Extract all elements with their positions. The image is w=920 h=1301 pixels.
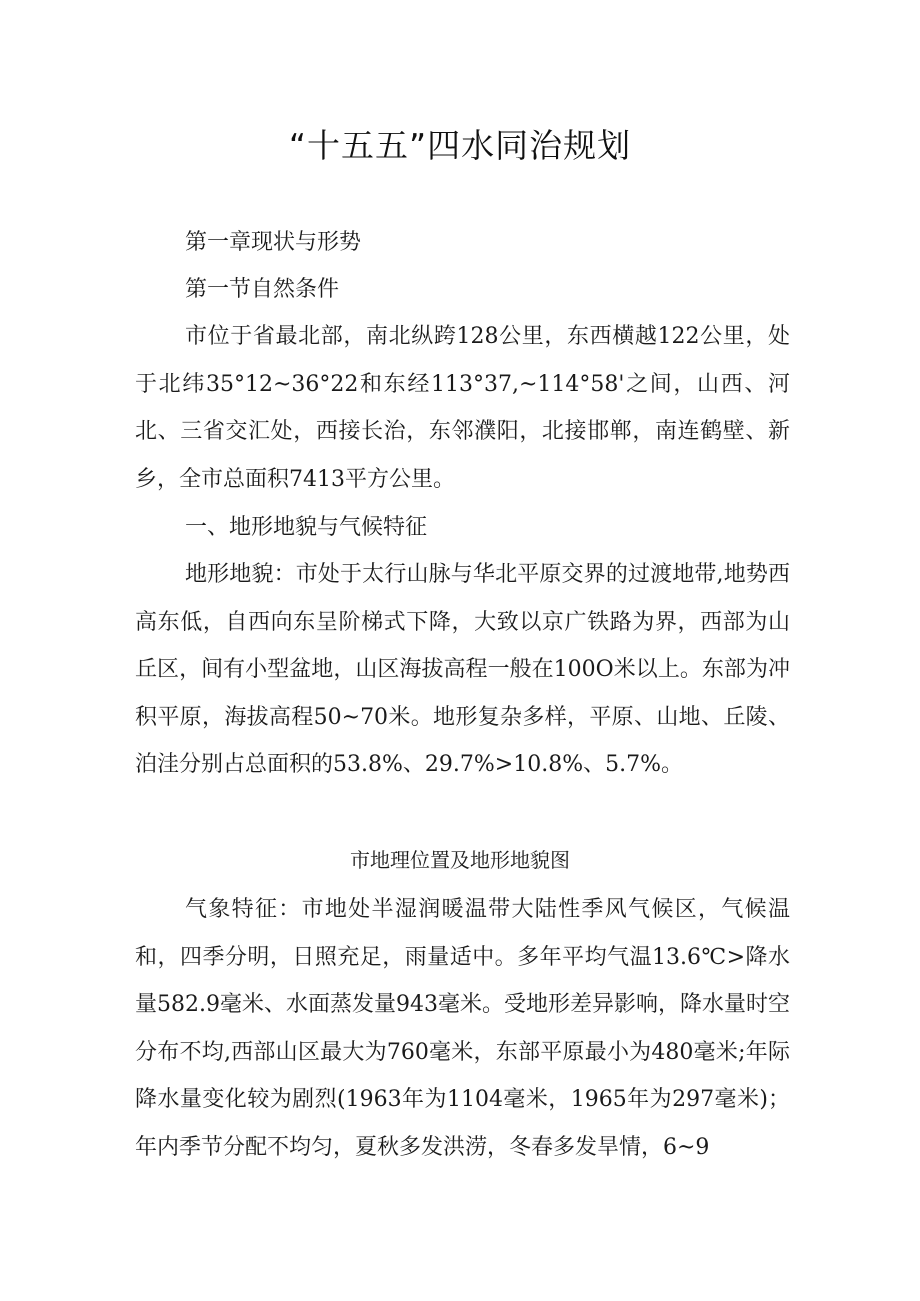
paragraph-climate: 气象特征：市地处半湿润暖温带大陆性季风气候区，气候温和，四季分明，日照充足，雨量适中。多年平均气温13.6℃>降水量582.9毫米、水面蒸发量943毫米。受地形差异影响，降水量时空分布不均,西部山区最大为760毫米，东部平原最小为480毫米;年际降水量变化较为剧烈(1963年为1104毫米，1965年为297毫米)；年内季节分配不均匀，夏秋多发洪涝，冬春多发旱情，6~9 bbox=[135, 897, 790, 1160]
section-heading: 第一节自然条件 bbox=[185, 277, 340, 302]
document-title: “十五五”四水同治规划 bbox=[288, 126, 632, 165]
subsection-heading: 一、地形地貌与气候特征 bbox=[185, 515, 428, 540]
paragraph-terrain: 地形地貌：市处于太行山脉与华北平原交界的过渡地带,地势西高东低，自西向东呈阶梯式下降，大致以京广铁路为界，西部为山丘区，间有小型盆地，山区海拔高程一般在100O米以上。东部为冲积平原，海拔高程50~70米。地形复杂多样，平原、山地、丘陵、泊洼分别占总面积的53.8%、29.7%>10.8%、5.7%。 bbox=[135, 562, 790, 777]
paragraph-location: 市位于省最北部，南北纵跨128公里，东西横越122公里，处于北纬35°12~36°22和东经113°37,~114°58'之间，山西、河北、三省交汇处，西接长治，东邻濮阳，北接邯郸，南连鹤壁、新乡，全市总面积7413平方公里。 bbox=[135, 324, 790, 492]
figure-caption: 市地理位置及地形地貌图 bbox=[350, 848, 570, 872]
chapter-heading: 第一章现状与形势 bbox=[185, 230, 362, 255]
